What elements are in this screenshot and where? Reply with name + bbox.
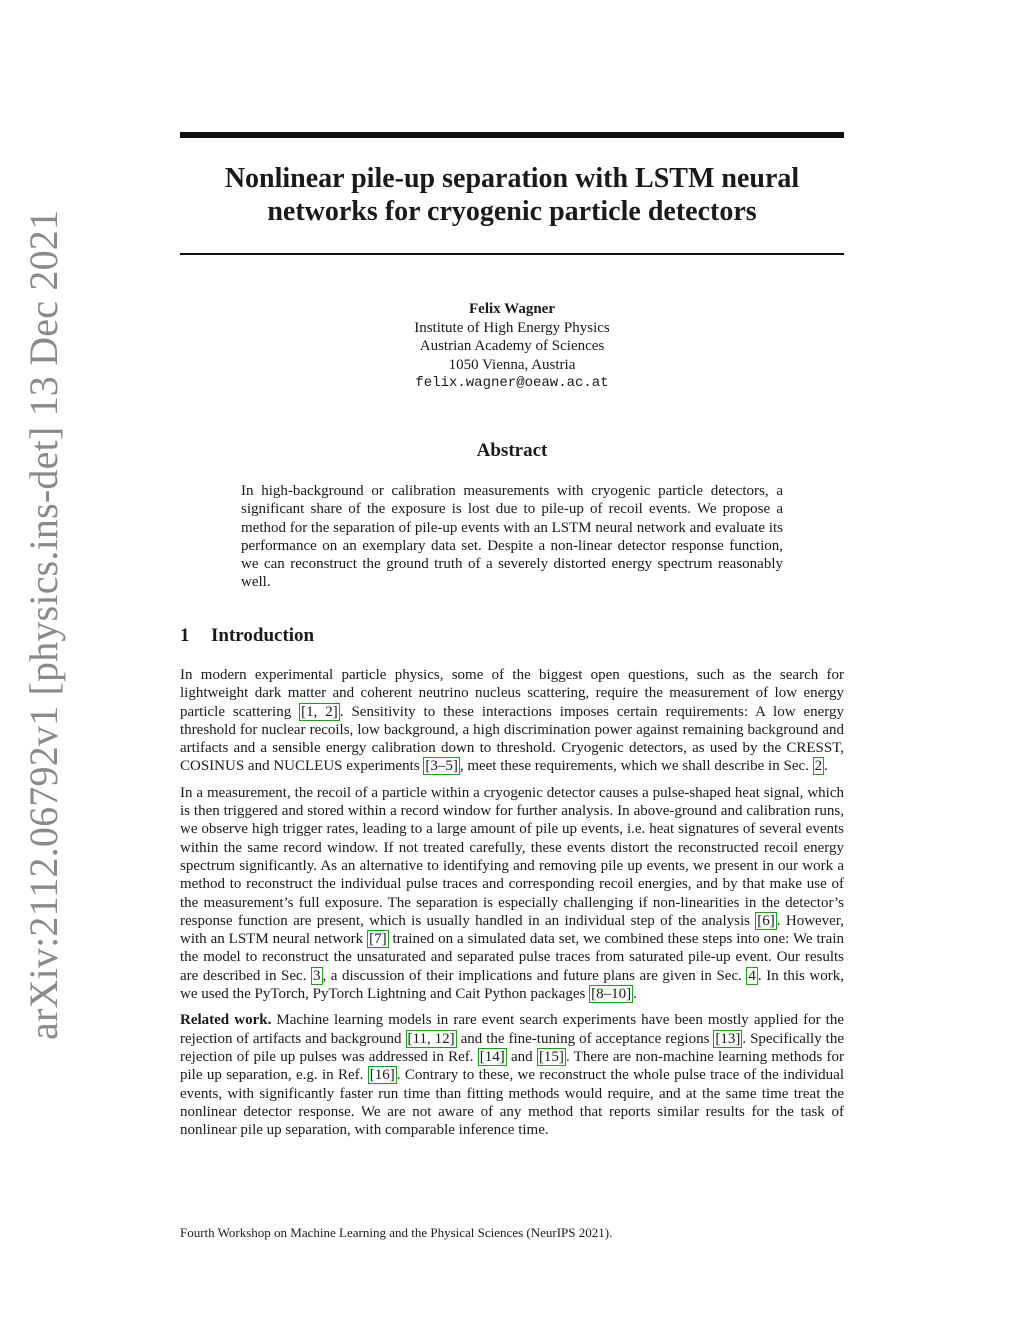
- author-address: 1050 Vienna, Austria: [448, 356, 576, 373]
- section-number: 1: [180, 625, 190, 646]
- citation-link[interactable]: [11, 12]: [407, 1030, 455, 1047]
- author-name: Felix Wagner: [469, 301, 555, 317]
- abstract-heading: Abstract: [476, 440, 548, 461]
- author-block: [180, 300, 844, 393]
- citation-link[interactable]: [13]: [715, 1030, 741, 1047]
- paper-title: [180, 162, 844, 228]
- citation-link[interactable]: [16]: [369, 1067, 395, 1084]
- title-top-rule: [180, 132, 844, 138]
- citation-link[interactable]: [3–5]: [425, 758, 458, 775]
- related-work-paragraph: Related work. Machine learning models in rare event search experiments have been mostly applied for the rejection of artifacts and background [11, 12] and the fine-tuning of acceptance regions [13] . Specifically the rejection of pile up pulses was addressed in Ref. [14] and [15] . There are non-machine learning methods for pile up separation, e.g. in Ref. [16] . Contrary to these, we reconstruct the whole pulse trace of the individual events, with significantly faster run time than fitting methods would require, and at the same time treat the nonlinear detector response. We are not aware of any method that reports similar results for the task of nonlinear pile up separation, with comparable inference time.: [180, 1012, 844, 1139]
- section-heading-introduction: [180, 625, 314, 647]
- citation-link[interactable]: [8–10]: [591, 986, 632, 1003]
- section-ref-link[interactable]: 2: [814, 758, 823, 775]
- citation-link[interactable]: [7]: [369, 931, 387, 948]
- introduction-body: [180, 666, 844, 1147]
- related-work-lead: Related work.: [180, 1012, 272, 1029]
- arxiv-sidebar-stamp: arXiv:2112.06792v1 [physics.ins-det] 13 Dec 2021: [21, 209, 66, 1040]
- section-ref-link[interactable]: 4: [748, 967, 756, 984]
- author-affiliation-2: Austrian Academy of Sciences: [419, 338, 605, 354]
- section-title: Introduction: [211, 625, 315, 646]
- abstract-text: In high-background or calibration measurements with cryogenic particle detectors, a significant share of the exposure is lost due to pile-up of recoil events. We propose a method for the separation of pile-up events with an LSTM neural network and evaluate its performance on an exemplary data set. Despite a non-linear detector response function, we can reconstruct the ground truth of a severely distorted energy spectrum reasonably well.: [241, 483, 783, 591]
- section-ref-link[interactable]: 3: [313, 967, 321, 984]
- citation-link[interactable]: [1, 2]: [301, 703, 338, 720]
- citation-link[interactable]: [14]: [479, 1048, 505, 1065]
- title-bottom-rule: [180, 253, 844, 255]
- intro-paragraph-1: In modern experimental particle physics, some of the biggest open questions, such as the search for lightweight dark matter and coherent neutrino nucleus scattering, require the measurement of low energy particle scattering [1, 2] . Sensitivity to these interactions imposes certain requirements: A low energy threshold for nuclear recoils, low background, a high discrimination power against remaining background and artifacts and a sensible energy calibration down to threshold. Cryogenic detectors, as used by the CRESST, COSINUS and NUCLEUS experiments [3–5] , meet these requirements, which we shall describe in Sec. 2 .: [180, 667, 845, 775]
- author-email[interactable]: felix.wagner@oeaw.ac.at: [415, 375, 609, 391]
- footer-note: Fourth Workshop on Machine Learning and the Physical Sciences (NeurIPS 2021).: [180, 1225, 613, 1240]
- intro-paragraph-2: In a measurement, the recoil of a particle within a cryogenic detector causes a pulse-shaped heat signal, which is then triggered and stored within a record window for further analysis. In above-ground and calibration runs, we observe high trigger rates, leading to a large amount of pile up events, i.e. heat signatures of several events within the same record window. If not treated carefully, these events distort the reconstructed recoil energy spectrum significantly. As an alternative to identifying and removing pile up events, we present in our work a method to reconstruct the individual pulse traces and corresponding recoil energies, and by that make use of the measurement’s full exposure. The separation is especially challenging if non-linearities in the detector’s response function are present, which is usually handled in an individual step of the analysis [6] . However, with an LSTM neural network [7] trained on a simulated data set, we combined these steps into one: We train the model to reconstruct the unsaturated and separated pulse traces from saturated pile-up event. Our results are described in Sec. 3 , a discussion of their implications and future plans are given in Sec. 4 . In this work, we used the PyTorch, PyTorch Lightning and Cait Python packages [8–10] .: [180, 784, 845, 1003]
- title-line-2: networks for cryogenic particle detectors: [267, 196, 757, 227]
- citation-link[interactable]: [15]: [538, 1048, 564, 1065]
- author-affiliation-1: Institute of High Energy Physics: [414, 319, 610, 336]
- title-line-1: Nonlinear pile-up separation with LSTM neural: [224, 163, 800, 194]
- citation-link[interactable]: [6]: [757, 912, 775, 929]
